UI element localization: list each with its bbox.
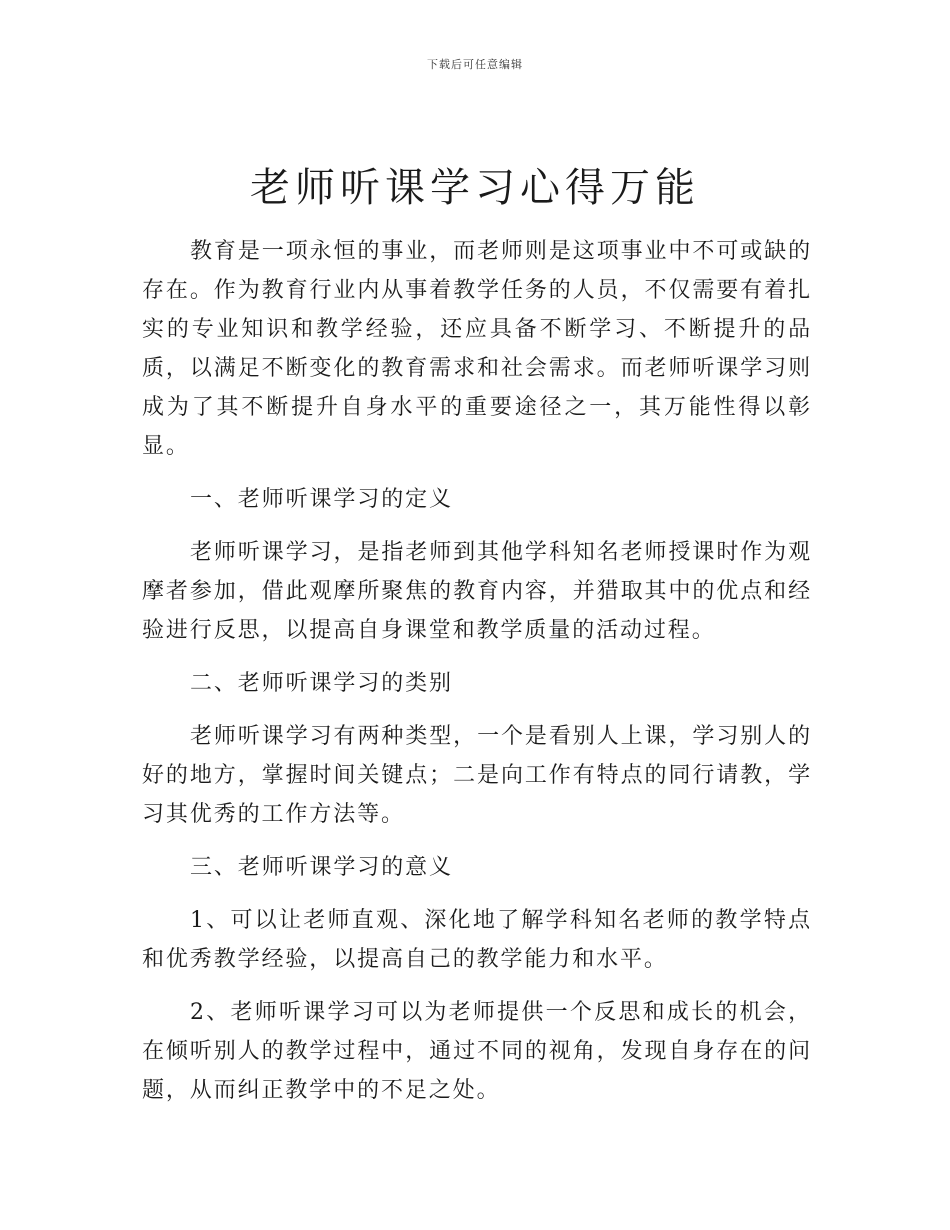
paragraph-definition: 老师听课学习，是指老师到其他学科知名老师授课时作为观摩者参加，借此观摩所聚焦的教育内容，并猎取其中的优点和经验进行反思，以提高自身课堂和教学质量的活动过程。 (142, 540, 812, 643)
section-heading-categories: 二、老师听课学习的类别 (190, 671, 453, 696)
paragraph-intro: 教育是一项永恒的事业，而老师则是这项事业中不可或缺的存在。作为教育行业内从事着教学任务的人员，不仅需要有着扎实的专业知识和教学经验，还应具备不断学习、不断提升的品质，以满足不断变化的教育需求和社会需求。而老师听课学习则成为了其不断提升自身水平的重要途径之一，其万能性得以彰显。 (142, 239, 812, 459)
document-body (142, 232, 812, 1110)
paragraph-categories: 老师听课学习有两种类型，一个是看别人上课，学习别人的好的地方，掌握时间关键点；二是向工作有特点的同行请教，学习其优秀的工作方法等。 (142, 724, 812, 827)
header-note: 下载后可任意编辑 (427, 58, 523, 71)
paragraph-point-2: 2、老师听课学习可以为老师提供一个反思和成长的机会，在倾听别人的教学过程中，通过不同的视角，发现自身存在的问题，从而纠正教学中的不足之处。 (142, 1000, 812, 1103)
section-heading-significance: 三、老师听课学习的意义 (190, 855, 453, 880)
document-title: 老师听课学习心得万能 (250, 165, 700, 211)
section-heading-definition: 一、老师听课学习的定义 (190, 487, 453, 512)
paragraph-point-1: 1、可以让老师直观、深化地了解学科知名老师的教学特点和优秀教学经验，以提高自己的教学能力和水平。 (142, 908, 812, 972)
